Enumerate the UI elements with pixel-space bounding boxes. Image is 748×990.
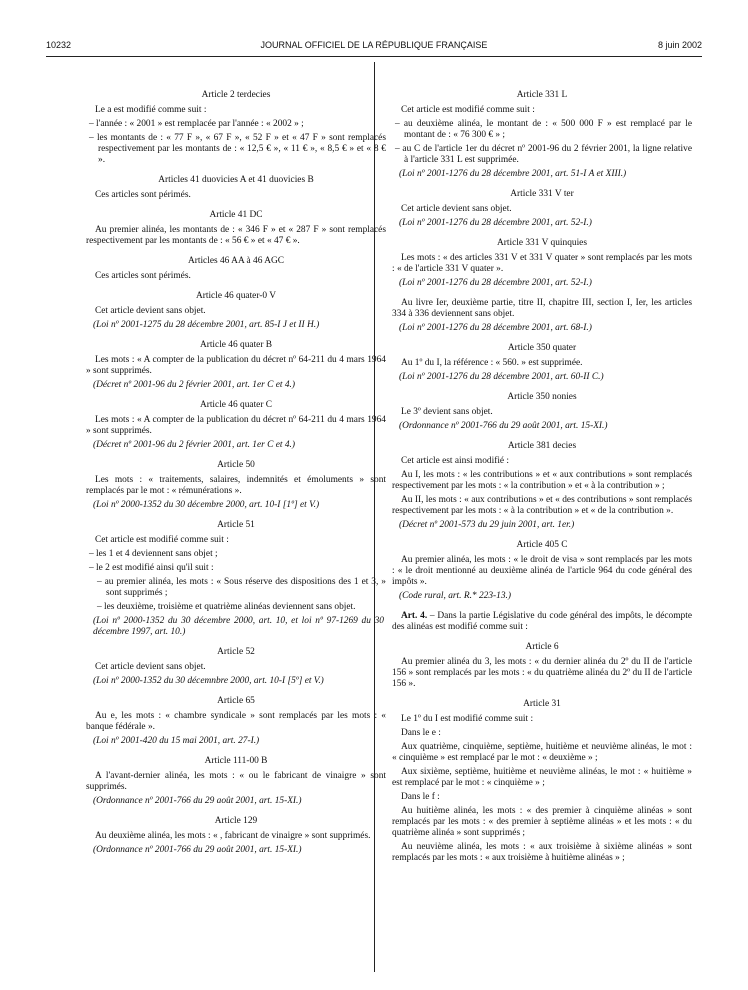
legal-reference: (Ordonnance nº 2001-766 du 29 août 2001, art. 15-XI.) <box>93 796 302 806</box>
article-heading: Article 46 quater C <box>199 400 273 410</box>
article-heading: Article 350 quater <box>507 343 577 353</box>
paragraph: Au neuvième alinéa, les mots : « aux troisième à sixième alinéas » sont remplacés par les mots : « aux troisième à huitième alinéas » ; <box>392 842 692 863</box>
legal-reference: (Code rural, art. R.* 223-13.) <box>399 591 511 601</box>
list-item: – au C de l'article 1er du décret nº 2001-96 du 2 février 2001, la ligne relative à l'article 331 L est supprimée. <box>395 144 692 165</box>
legal-reference: (Décret nº 2001-96 du 2 février 2001, art. 1er C et 4.) <box>93 440 296 450</box>
paragraph: Le 1º du I est modifié comme suit : <box>401 714 534 724</box>
article-heading: Article 129 <box>214 816 258 826</box>
list-item: – le 2 est modifié ainsi qu'il suit : <box>89 563 214 573</box>
article-heading: Articles 46 AA à 46 AGC <box>187 256 285 266</box>
legal-reference: (Loi nº 2001-1276 du 28 décembre 2001, art. 51-I A et XIII.) <box>399 169 627 179</box>
journal-title: JOURNAL OFFICIEL DE LA RÉPUBLIQUE FRANÇAISE <box>260 40 488 50</box>
article-heading: Article 46 quater B <box>199 340 273 350</box>
paragraph: Au deuxième alinéa, les mots : « , fabricant de vinaigre » sont supprimés. <box>95 831 371 841</box>
legal-reference: (Loi nº 2001-420 du 15 mai 2001, art. 27-I.) <box>93 736 260 746</box>
legal-reference: (Loi nº 2000-1352 du 30 décemnbre 2000, art. 10-I [5º] et V.) <box>93 676 324 686</box>
paragraph: Cet article est modifié comme suit : <box>95 535 229 545</box>
paragraph: Au I, les mots : « les contributions » et « aux contributions » sont remplacés respectivement par les mots : « la contribution » et « à la contribution » ; <box>392 470 692 491</box>
legal-reference: (Loi nº 2001-1276 du 28 décembre 2001, art. 60-II C.) <box>399 372 604 382</box>
legal-reference: (Décret nº 2001-96 du 2 février 2001, art. 1er C et 4.) <box>93 380 296 390</box>
paragraph: Le a est modifié comme suit : <box>95 105 207 115</box>
article-heading: Articles 41 duovicies A et 41 duovicies B <box>158 175 314 185</box>
paragraph: Au premier alinéa du 3, les mots : « du dernier alinéa du 2º du II de l'article 156 » sont remplacés par les mots : « du quatrième alinéa du 2º du II de l'article 156 ». <box>392 657 692 689</box>
paragraph: A l'avant-dernier alinéa, les mots : « ou le fabricant de vinaigre » sont supprimés. <box>86 771 386 792</box>
paragraph: Au II, les mots : « aux contributions » et « des contributions » sont remplacés respectivement par les mots : « à la contribution » et « de la contribution ». <box>392 495 692 516</box>
article-heading: Article 331 L <box>516 90 568 100</box>
article-heading: Article 50 <box>217 460 255 470</box>
paragraph: Dans le f : <box>401 792 440 802</box>
paragraph: Ces articles sont périmés. <box>95 271 191 281</box>
paragraph: Dans le e : <box>401 728 441 738</box>
article-heading: Article 65 <box>217 696 255 706</box>
article-heading: Article 331 V ter <box>510 189 574 199</box>
article-heading: Article 51 <box>217 520 255 530</box>
legal-reference: (Loi nº 2001-1276 du 28 décembre 2001, art. 52-I.) <box>399 278 592 288</box>
article-text: – Dans la partie Législative du code général des impôts, le décompte des alinéas est modifié comme suit : <box>392 611 692 632</box>
legal-reference: (Loi nº 2001-1276 du 28 décembre 2001, art. 68-I.) <box>399 323 592 333</box>
legal-reference: (Ordonnance nº 2001-766 du 29 août 2001, art. 15-XI.) <box>93 845 302 855</box>
article-heading: Article 31 <box>523 699 561 709</box>
article-paragraph <box>392 611 692 633</box>
paragraph: Ces articles sont périmés. <box>95 190 191 200</box>
paragraph: Au livre Ier, deuxième partie, titre II, chapitre III, section I, Ier, les articles 334 à 336 deviennent sans objet. <box>392 298 692 319</box>
paragraph: Au premier alinéa, les montants de : « 346 F » et « 287 F » sont remplacés respectivement par les montants de : « 56 € » et « 47 € ». <box>86 225 386 246</box>
article-heading: Article 52 <box>217 647 255 657</box>
paragraph: Cet article est modifié comme suit : <box>401 105 535 115</box>
paragraph: Au 1º du I, la référence : « 560. » est supprimée. <box>401 358 583 368</box>
list-item: – au deuxième alinéa, le montant de : « 500 000 F » est remplacé par le montant de : « 76 300 € » ; <box>395 119 692 140</box>
legal-reference: (Loi nº 2000-1352 du 30 décembre 2000, art. 10-I [1º] et V.) <box>93 500 320 510</box>
paragraph: Cet article devient sans objet. <box>401 204 512 214</box>
paragraph: Les mots : « traitements, salaires, indemnités et émoluments » sont remplacés par le mot : « rémunérations ». <box>86 475 386 496</box>
legal-reference: (Décret nº 2001-573 du 29 juin 2001, art. 1er.) <box>399 520 575 530</box>
article-heading: Article 350 nonies <box>507 392 577 402</box>
article-heading: Article 405 C <box>516 540 568 550</box>
paragraph: Aux sixième, septième, huitième et neuvième alinéas, le mot : « huitième » est remplacé par le mot : « cinquième » ; <box>392 767 692 788</box>
article-heading: Article 2 terdecies <box>201 90 271 100</box>
paragraph: Les mots : « A compter de la publication du décret nº 64-211 du 4 mars 1964 » sont supprimés. <box>86 355 386 376</box>
publication-date: 8 juin 2002 <box>657 40 702 50</box>
legal-reference: (Ordonnance nº 2001-766 du 29 août 2001, art. 15-XI.) <box>399 421 608 431</box>
header-rule <box>46 56 702 57</box>
article-label: Art. 4. <box>401 611 428 621</box>
paragraph: Les mots : « A compter de la publication du décret nº 64-211 du 4 mars 1964 » sont supprimés. <box>86 415 386 436</box>
article-heading: Article 331 V quinquies <box>496 238 587 248</box>
article-heading: Article 111-00 B <box>204 756 268 766</box>
left-column <box>86 90 386 865</box>
page-header <box>46 40 702 54</box>
article-heading: Article 6 <box>525 642 559 652</box>
legal-reference: (Loi nº 2001-1275 du 28 décembre 2001, art. 85-I J et II H.) <box>93 320 320 330</box>
paragraph: Cet article est ainsi modifié : <box>401 456 510 466</box>
legal-reference: (Loi nº 2000-1352 du 30 décembre 2000, art. 10, et loi nº 97-1269 du 30 décembre 1997, art. 10.) <box>93 616 384 637</box>
article-heading: Article 46 quater-0 V <box>195 291 277 301</box>
paragraph: Au huitième alinéa, les mots : « des premier à cinquième alinéas » sont remplacés par les mots : « des premier à septième alinéas » et les mots : « du quatrième alinéa » sont supprimés ; <box>392 806 692 838</box>
article-heading: Article 381 decies <box>507 441 577 451</box>
legal-reference: (Loi nº 2001-1276 du 28 décembre 2001, art. 52-I.) <box>399 218 592 228</box>
paragraph: Au premier alinéa, les mots : « le droit de visa » sont remplacés par les mots : « le droit mentionné au deuxième alinéa de l'article 964 du code général des impôts ». <box>392 555 692 587</box>
list-item: – les 1 et 4 deviennent sans objet ; <box>89 549 218 559</box>
page-number: 10232 <box>46 40 72 50</box>
paragraph: Les mots : « des articles 331 V et 331 V quater » sont remplacés par les mots : « de l'article 331 V quater ». <box>392 253 692 274</box>
sub-list-item: – les deuxième, troisième et quatrième alinéas deviennent sans objet. <box>97 602 356 612</box>
paragraph: Au e, les mots : « chambre syndicale » sont remplacés par les mots : « banque fédérale ». <box>86 711 386 732</box>
paragraph: Aux quatrième, cinquième, septième, huitième et neuvième alinéas, le mot : « cinquième » est remplacé par le mot : « deuxième » ; <box>392 742 692 763</box>
paragraph: Cet article devient sans objet. <box>95 662 206 672</box>
list-item: – les montants de : « 77 F », « 67 F », « 52 F » et « 47 F » sont remplacés respectivement par les montants de : « 12,5 € », « 11 € », « 8,5 € » et « 8 € ». <box>89 133 386 165</box>
article-heading: Article 41 DC <box>209 210 263 220</box>
paragraph: Le 3º devient sans objet. <box>401 407 493 417</box>
sub-list-item: – au premier alinéa, les mots : « Sous réserve des dispositions des 1 et 3, » sont supprimés ; <box>97 577 386 598</box>
paragraph: Cet article devient sans objet. <box>95 306 206 316</box>
right-column <box>392 90 692 867</box>
list-item: – l'année : « 2001 » est remplacée par l'année : « 2002 » ; <box>89 119 304 129</box>
